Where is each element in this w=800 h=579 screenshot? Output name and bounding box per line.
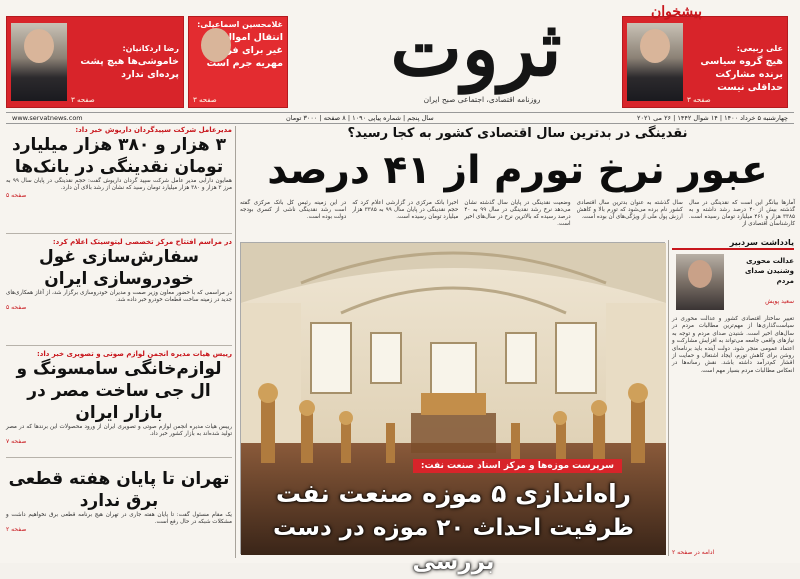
portrait-photo — [11, 23, 67, 101]
news-item[interactable] — [6, 238, 232, 346]
lead-column: سال گذشته به عنوان بدترین سال اقتصادی کشور نام برده می‌شود که تورم بالا و کاهش ارزش پول ملی از ویژگی‌های آن بوده است. — [576, 200, 683, 220]
left-tease-box[interactable] — [6, 16, 184, 108]
website-url[interactable]: www.servatnews.com — [12, 114, 83, 122]
portrait-photo — [627, 23, 683, 101]
dateline-bar — [6, 112, 794, 124]
lead-column: وضعیت نقدینگی در پایان سال گذشته نشان می‌دهد نرخ رشد نقدینگی در سال ۹۹ به ۴۰ درصد رسیده که بالاترین نرخ در سال‌های اخیر است. — [464, 200, 571, 227]
lead-columns — [240, 200, 795, 234]
left2-tease-headline: انتقال اموال به غیر برای فرار از مهریه جرم است — [205, 32, 283, 69]
editorial-text: تغییر ساختار اقتصادی کشور و عدالت محوری در سیاست‌گذاری‌ها از مهم‌ترین مطالبات مردم در سال‌های اخیر است. شنیدن صدای مردم و توجه به نیازهای واقعی جامعه می‌تواند به افزایش مشارکت و اعتماد عمومی منجر شود. دولت آینده باید برنامه‌ای روشن برای کاهش تورم، ایجاد اشتغال و حمایت از اقشار کم‌درآمد داشته باشد. نقش رسانه‌ها در انعکاس مطالبات مردم بسیار مهم است. — [672, 316, 794, 374]
issue-date: چهارشنبه ۵ خرداد ۱۴۰۰ | ۱۴ شوال ۱۴۴۲ | ۲۶ می ۲۰۲۱ — [637, 114, 788, 122]
editorial-author: سعید پویش — [765, 298, 794, 305]
news-page: صفحه ۲ — [6, 526, 27, 534]
left-tease-page: صفحه ۳ — [71, 96, 95, 104]
author-photo — [676, 254, 724, 310]
feature-headline-2: ظرفیت احداث ۲۰ موزه در دست بررسی — [273, 515, 634, 575]
newspaper-subtitle: روزنامه اقتصادی، اجتماعی صبح ایران — [423, 95, 541, 104]
left2-tease-page: صفحه ۳ — [193, 96, 217, 104]
news-headline: سفارش‌سازی غول خودروسازی ایران — [39, 247, 199, 289]
lead-column: آمارها بیانگر این است که نقدینگی در سال گذشته بیش از ۴۰ درصد رشد داشته و به ۳۳۸۵ هزار و ۴۶۱ میلیارد تومان رسیده است. کارشناسان اقتصادی از — [688, 200, 795, 227]
right-tease-page: صفحه ۳ — [687, 96, 711, 104]
news-kicker: مدیرعامل شرکت سپیدگردان داریوش خبر داد: — [75, 126, 232, 134]
left2-tease-kicker: غلامحسین اسماعیلی: — [197, 20, 283, 29]
editorial-headline: عدالت محوری وشنیدن صدای مردم — [744, 257, 794, 285]
editorial-column[interactable] — [672, 238, 794, 556]
news-kicker: رییس هیات مدیره انجمن لوازم صوتی و تصویری خبر داد: — [36, 350, 232, 358]
news-headline: لوازم‌خانگی سامسونگ و ال جی ساخت مصر در بازار ایران — [16, 359, 222, 423]
news-page: صفحه ۷ — [6, 438, 27, 446]
news-text: همایون دارابی مدیر عامل شرکت سپید گردان داریوش گفت: حجم نقدینگی در پایان سال ۹۹ به مرز ۳ هزار و ۳۸۰ هزار میلیارد تومان رسید که نشان از رشد بالای آن دارد. — [6, 178, 232, 192]
issue-number: سال پنجم | شماره پیاپی ۱۰۹۰ | ۸ صفحه | ۳۰۰۰ تومان — [285, 114, 434, 122]
news-headline: ۳ هزار و ۳۸۰ هزار میلیارد تومان نقدینگی در بانک‌ها — [12, 135, 226, 177]
news-page: صفحه ۵ — [6, 192, 27, 200]
news-headline: تهران تا پایان هفته قطعی برق ندارد — [8, 469, 230, 511]
feature-kicker: سرپرست موزه‌ها و مرکز اسناد صنعت نفت: — [413, 459, 622, 473]
right-tease-headline: هیچ گروه سیاسی برنده مشارکت حداقلی نیست — [700, 56, 783, 93]
news-item[interactable] — [6, 350, 232, 458]
newspaper-logo: ثروت — [390, 4, 562, 93]
feature-headline-1: راه‌اندازی ۵ موزه صنعت نفت — [275, 479, 632, 508]
column-divider — [668, 240, 669, 556]
left2-tease-box[interactable] — [188, 16, 288, 108]
masthead — [0, 0, 800, 112]
news-kicker: در مراسم افتتاح مرکز تخصصی لیتوسیتک اعلام کرد: — [52, 238, 232, 246]
news-item[interactable] — [6, 126, 232, 234]
feature-photo-block[interactable] — [240, 242, 665, 575]
column-divider — [235, 126, 236, 558]
pishkhan-label: پیشخوان — [650, 4, 702, 20]
news-text: رییس هیات مدیره انجمن لوازم صوتی و تصویری ایران از ورود محصولات این برندها که در مصر تولید شده‌اند به بازار کشور خبر داد. — [6, 424, 232, 438]
news-item[interactable] — [6, 462, 232, 558]
left-tease-headline: خاموشی‌ها هیچ پشت پرده‌ای ندارد — [80, 56, 179, 80]
news-text: یک مقام مسئول گفت: تا پایان هفته جاری در تهران هیچ برنامه قطعی برق نخواهیم داشت و مشکلات شبکه در حال رفع است. — [6, 512, 232, 526]
lead-column: اخیرا بانک مرکزی در گزارشی اعلام کرد که حجم نقدینگی در پایان سال ۹۹ به ۳۳۸۵ هزار میلیارد تومان رسیده است. — [352, 200, 459, 220]
right-tease-kicker: علی ربیعی: — [736, 44, 783, 53]
news-page: صفحه ۵ — [6, 304, 27, 312]
lead-upper-title: نقدینگی در بدترین سال اقتصادی کشور به کجا رسید؟ — [347, 126, 688, 141]
news-text: در مراسمی که با حضور معاون وزیر صمت و مدیران خودروسازی برگزار شد، از آغاز همکاری‌های جدید در زمینه ساخت قطعات خودرو خبر داده شد. — [6, 290, 232, 304]
lead-column: در این زمینه رئیس کل بانک مرکزی گفته است رشد نقدینگی ناشی از کسری بودجه دولت بوده است. — [239, 200, 347, 220]
editorial-continue[interactable]: ادامه در صفحه ۲ — [672, 549, 715, 556]
lead-headline[interactable]: عبور نرخ تورم از ۴۱ درصد — [267, 148, 768, 193]
left-tease-kicker: رضا اردکانیان: — [122, 44, 179, 53]
editorial-title: یادداشت سردبیر — [672, 238, 794, 250]
left-column — [6, 126, 232, 560]
right-tease-box[interactable] — [622, 16, 788, 108]
